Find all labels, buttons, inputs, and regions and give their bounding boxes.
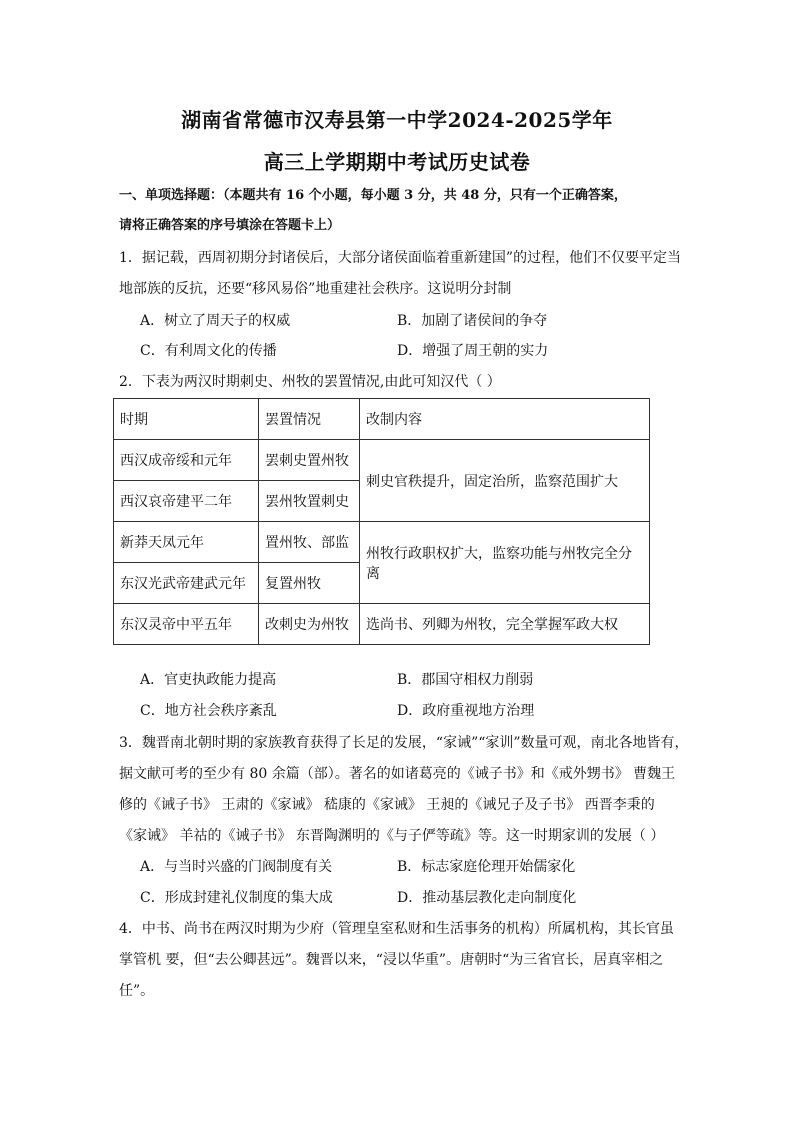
table-header-cell: 改制内容: [360, 399, 650, 440]
table-cell: 东汉光武帝建武元年: [114, 563, 259, 604]
table-row: [114, 604, 650, 645]
table-header-cell: 罢置情况: [259, 399, 360, 440]
table-cell: 罢州牧置刺史: [259, 481, 360, 522]
q3-option-d: D．推动基层教化走向制度化: [397, 890, 577, 906]
table-row: [114, 440, 650, 481]
q3-stem-line3: 修的《诫子书》 王肃的《家诫》 嵇康的《家诫》 王昶的《诫兄子及子书》 西晋李秉的: [119, 797, 655, 813]
table-cell: 新莽天凤元年: [114, 522, 259, 563]
table-row: [114, 522, 650, 563]
table-header-cell: 时期: [114, 399, 259, 440]
table-cell: 东汉灵帝中平五年: [114, 604, 259, 645]
table-cell: 复置州牧: [259, 563, 360, 604]
q3-option-c: C．形成封建礼仪制度的集大成: [140, 890, 333, 906]
table-cell: 选尚书、列卿为州牧，完全掌握军政大权: [360, 604, 650, 645]
table-cell-merged: 州牧行政职权扩大，监察功能与州牧完全分离: [360, 522, 650, 604]
q1-option-c: C．有利周文化的传播: [140, 343, 277, 359]
table-cell: 改刺史为州牧: [259, 604, 360, 645]
q1-stem-line2: 地部族的反抗，还要“移风易俗”地重建社会秩序。这说明分封制: [119, 281, 512, 297]
q2-option-b: B．郡国守相权力削弱: [397, 672, 534, 688]
table-cell-merged: 刺史官秩提升，固定治所，监察范围扩大: [360, 440, 650, 522]
q4-stem-line2: 掌管机 要，但“去公卿甚远”。魏晋以来，“浸以华重”。唐朝时“为三省官长，居真宰相之: [119, 952, 664, 968]
q1-option-d: D．增强了周王朝的实力: [397, 343, 549, 359]
table-cell: 罢刺史置州牧: [259, 440, 360, 481]
q4-stem-line1: 4．中书、尚书在两汉时期为少府（管理皇室私财和生活事务的机构）所属机构，其长官虽: [119, 921, 674, 937]
table-cell: 西汉成帝绥和元年: [114, 440, 259, 481]
q2-table: [113, 398, 650, 645]
section-heading-line1: 一、单项选择题：（本题共有 16 个小题，每小题 3 分，共 48 分，只有一个正确答案，: [119, 188, 627, 203]
q1-stem-line1: 1．据记载，西周初期分封诸侯后，大部分诸侯面临着重新建国”的过程，他们不仅要平定当: [119, 250, 682, 266]
exam-title-line2: 高三上学期期中考试历史试卷: [263, 150, 531, 174]
q3-stem-line4: 《家诫》 羊祜的《诫子书》 东晋陶渊明的《与子俨等疏》等。这一时期家训的发展（ ）: [119, 828, 665, 844]
q3-stem-line2: 据文献可考的至少有 80 余篇（部）。著名的如诸葛亮的《诫子书》和《戒外甥书》 曹魏王: [119, 766, 676, 782]
q1-option-b: B．加剧了诸侯间的争夺: [397, 313, 548, 329]
table-header-row: [114, 399, 650, 440]
q3-option-b: B．标志家庭伦理开始儒家化: [397, 859, 576, 875]
q3-option-a: A．与当时兴盛的门阀制度有关: [140, 859, 333, 875]
table-cell: 置州牧、部监: [259, 522, 360, 563]
q2-option-c: C．地方社会秩序紊乱: [140, 703, 277, 719]
q2-option-d: D．政府重视地方治理: [397, 703, 535, 719]
q4-stem-line3: 任”。: [119, 983, 155, 999]
q1-option-a: A．树立了周天子的权威: [140, 313, 291, 329]
exam-title-line1: 湖南省常德市汉寿县第一中学2024-2025学年: [181, 108, 613, 132]
table-cell: 西汉哀帝建平二年: [114, 481, 259, 522]
q3-stem-line1: 3．魏晋南北朝时期的家族教育获得了长足的发展，“家诫”“家训”数量可观，南北各地皆有，: [119, 735, 689, 751]
q2-option-a: A．官吏执政能力提高: [140, 672, 277, 688]
section-heading-line2: 请将正确答案的序号填涂在答题卡上）: [119, 218, 341, 233]
q2-stem: 2．下表为两汉时期刺史、州牧的罢置情况,由此可知汉代（ ）: [119, 374, 501, 390]
